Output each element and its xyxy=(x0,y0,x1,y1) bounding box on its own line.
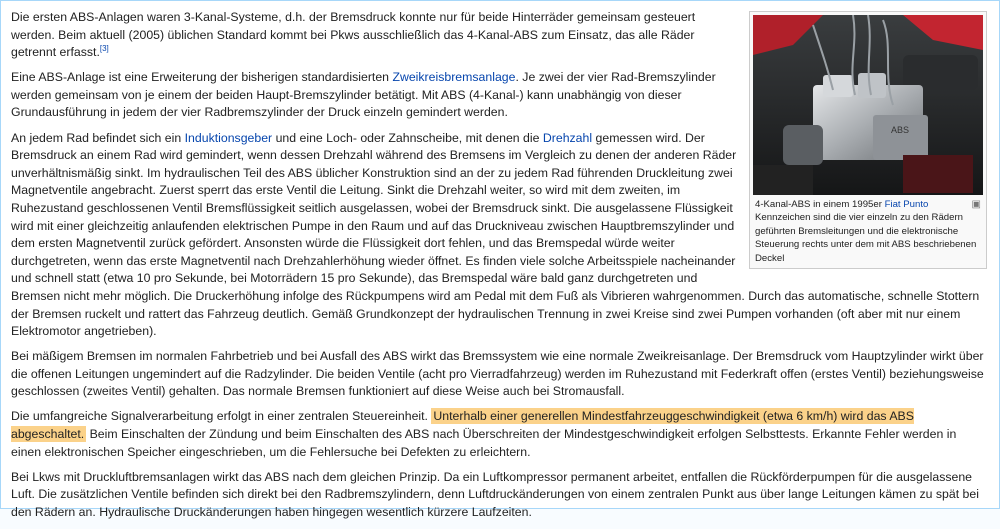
abs-cover-label: ABS xyxy=(891,125,910,135)
paragraph-6: Bei Lkws mit Druckluftbremsanlagen wirkt das ABS nach dem gleichen Prinzip. Da ein Luftkompressor permanent arbeitet, entfallen die Rückförderpumpen für die ausgelassene Luft. Die zusätzlichen Ventile befinden sich direkt bei den Radbremszylindern, denn Luftdruckänderungen von einem zentralen Punkt aus über lange Leitungen kämen zu spät bei den Rädern an. Hydraulische Druckänderungen haben hingegen wesentlich kürzere Laufzeiten. xyxy=(11,469,979,519)
paragraph-5 xyxy=(11,408,987,461)
highlighted-sentence: Unterhalb einer generellen Mindestfahrzeuggeschwindigkeit (etwa 6 km/h) wird das ABS abgeschaltet. xyxy=(11,409,914,442)
link-zweikreisbremsanlage[interactable]: Zweikreisbremsanlage xyxy=(392,70,516,85)
paragraph-1-text: Die ersten ABS-Anlagen waren 3-Kanal-Systeme, d.h. der Bremsdruck konnte nur für beide Hinterräder gemeinsam gesteuert werden. Beim aktuell (2005) üblichen Standard kommt bei Pkws ausschließlich das 4-Kanal-ABS zum Einsatz, das alle Räder getrennt erfasst. xyxy=(11,10,696,60)
caption-text-b: Kennzeichen sind die vier einzeln zu den Rädern geführten Bremsleitungen und die elektronische Steuerung rechts unter dem mit ABS beschriebenen Deckel xyxy=(755,212,977,264)
magnify-icon[interactable]: ▣ xyxy=(971,199,981,210)
caption-text-a: 4-Kanal-ABS in einem 1995er xyxy=(755,199,885,210)
paragraph-3-text-a: An jedem Rad befindet sich ein xyxy=(11,130,185,145)
figure-caption xyxy=(753,195,983,265)
paragraph-3-text-c: gemessen wird. Der Bremsdruck an einem Rad wird gemindert, wenn dessen Drehzahl während des Bremsens im Vergleich zu denen der anderen Räder unverhältnismäßig sinkt. Im hydraulischen Teil des ABS üblicher Konstruktion sind an der zu jedem Rad führenden Druckleitung zwei Magnetventile angebracht. Zuerst sperrt das erste Ventil die Leitung. Sinkt die Drehzahl weiter, so wird mit dem zweiten, im Ruhezustand geschlossenen Ventil Bremsflüssigkeit seitlich ausgelassen, wobei der Bremsdruck sinkt. Die ausgelassene Flüssigkeit wird mit einer gleichzeitig anlaufenden elektrischen Pumpe in den Raum und auf das Druckniveau zwischen Hauptbremszylinder und dem ersten Magnetventil zurück gefördert. Ansonsten würde die Flüssigkeit dort fehlen, und das Bremspedal würde weiter durchgetreten, wenn das erste Magnetventil nach Drehzahlerhöhung wieder öffnet. Es finden viele solche Arbeitsspiele nacheinander und schnell statt (etwa 10 pro Sekunde, bei Motorrädern 15 pro Sekunde), das Bremspedal wäre bald ganz durchgetreten und Bremsen nicht mehr möglich. Die Druckerhöhung infolge des Rückpumpens wird am Pedal mit dem Fuß als Vibrieren wahrgenommen. Durch das automatische, schnelle Stottern der Bremsen ruckelt und rattert das Fahrzeug deutlich. Gemäß Grundkonzept der hydraulischen Trennung in zwei Kreise sind zwei Pumpen vorhanden (oft aber mit nur einem Elektromotor angetrieben). xyxy=(11,130,980,339)
paragraph-3-text-b: und eine Loch- oder Zahnscheibe, mit denen die xyxy=(272,130,543,145)
link-induktionsgeber[interactable]: Induktionsgeber xyxy=(184,130,273,145)
paragraph-5-text-b: Beim Einschalten der Zündung und beim Einschalten des ABS nach Überschreiten der Mindestgeschwindigkeit erfolgen Selbsttests. Erkannte Fehler werden in einen elektronischen Speicher eingeschrieben, um die Fehlersuche bei Defekten zu erleichtern. xyxy=(11,427,957,459)
paragraph-5-text-a: Die umfangreiche Signalverarbeitung erfolgt in einer zentralen Steuereinheit. xyxy=(11,409,428,424)
article-content xyxy=(11,9,987,529)
caption-link-fiat-punto[interactable]: Fiat Punto xyxy=(884,199,929,210)
paragraph-4: Bei mäßigem Bremsen im normalen Fahrbetrieb und bei Ausfall des ABS wirkt das Bremssystem wie eine normale Zweikreisanlage. Der Bremsdruck vom Hauptzylinder wirkt über die offenen Leitungen ungemindert auf die Radzylinder. Die beiden Ventile (acht pro Vierradfahrzeug) werden im Ruhezustand mit Federkraft offen (erstes Ventil) beziehungsweise geschlossen (zweites Ventil) gehalten. Das normale Bremsen funktioniert auf diese Weise auch bei Stromausfall. xyxy=(11,349,984,399)
reference-3-link[interactable]: [3] xyxy=(99,44,109,54)
link-drehzahl[interactable]: Drehzahl xyxy=(542,130,593,145)
paragraph-2-text-b: . Je zwei der vier Rad-Bremszylinder werden gemeinsam von je einem der beiden Haupt-Bremszylinder betätigt. Mit ABS (4-Kanal-) kann unabhängig von dieser Grundausführung in jedem der vier Radbremszylinder der Druck einzeln gemindert werden. xyxy=(11,70,716,120)
paragraph-2-text-a: Eine ABS-Anlage ist eine Erweiterung der bisherigen standardisierten xyxy=(11,70,393,85)
abs-unit-photo[interactable] xyxy=(753,15,983,195)
figure-thumb xyxy=(749,11,987,269)
